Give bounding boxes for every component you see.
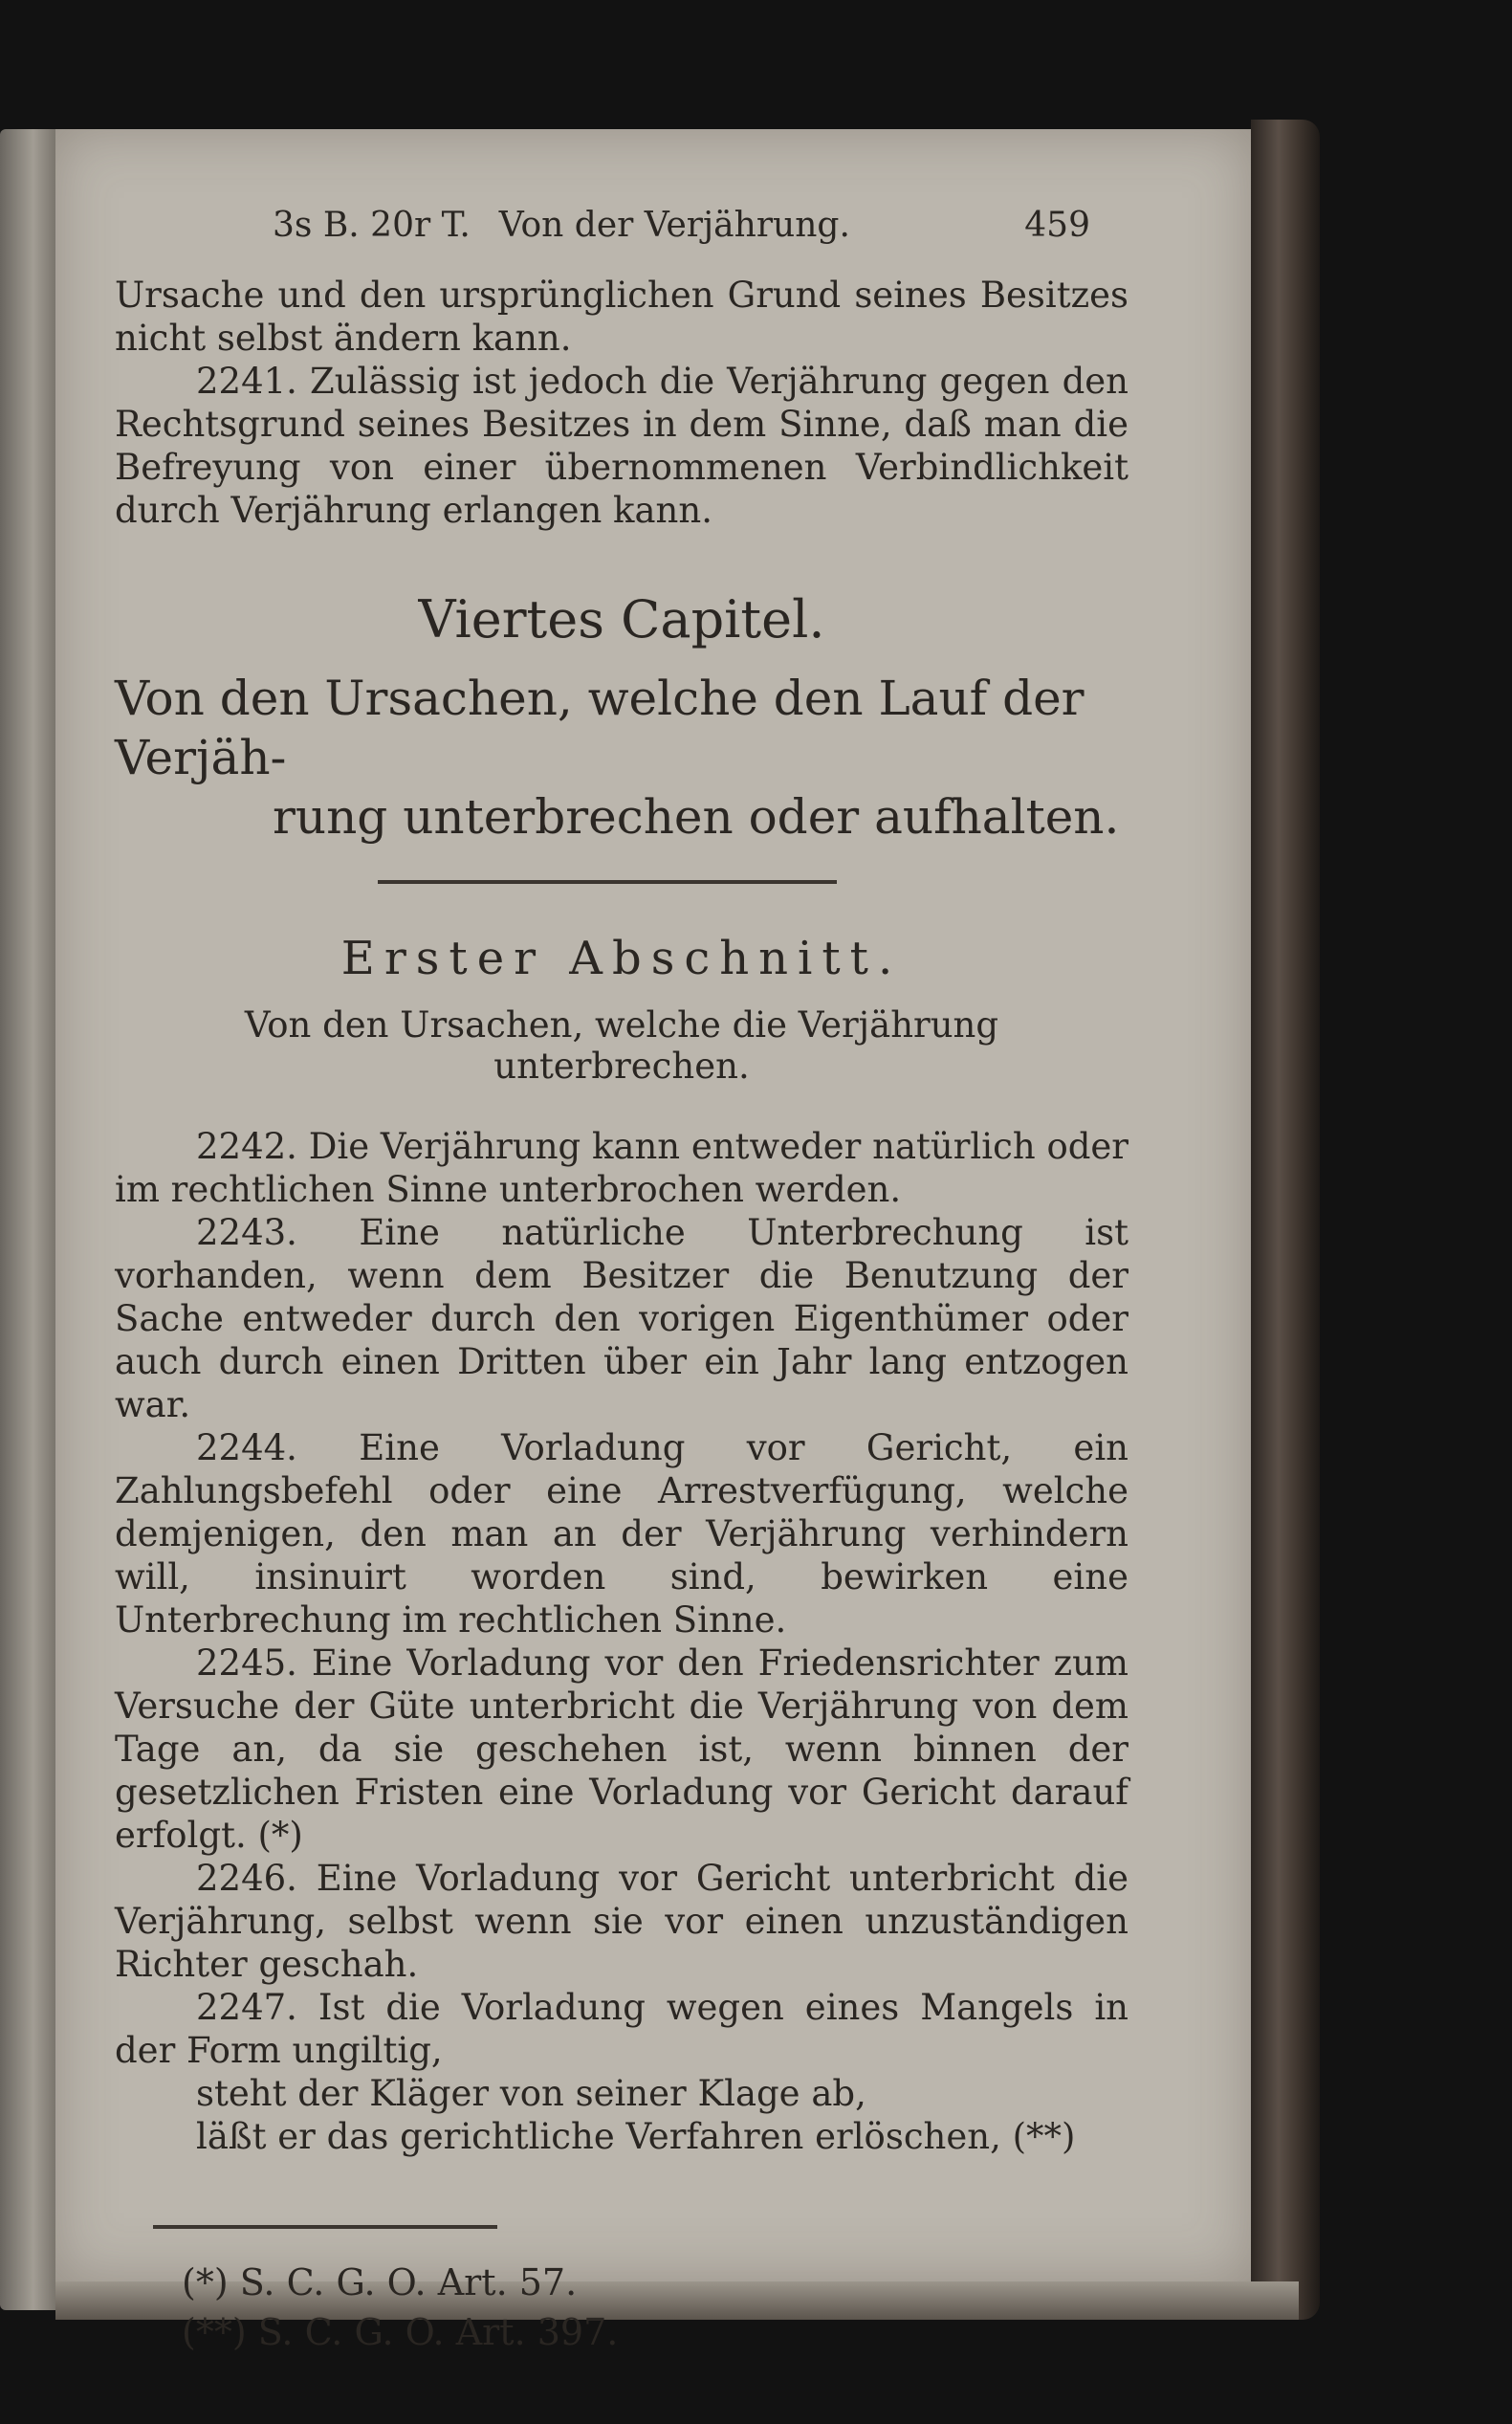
chapter-subtitle (115, 669, 1129, 847)
footnote-divider (153, 2225, 497, 2229)
chapter-subtitle-line2: rung unterbrechen oder aufhalten. (273, 789, 1120, 845)
paragraph-continuation: Ursache und den ursprünglichen Grund seines Besitzes nicht selbst ändern kann. (115, 275, 1129, 359)
article-2244: 2244. Eine Vorladung vor Gericht, ein Zahlungsbefehl oder eine Arrestverfügung, welche demjenigen, den man an der Verjährung verhindern will, insinuirt worden sind, bewirken eine Unterbrechung im rechtlichen Sinne. (115, 1427, 1129, 1641)
chapter-title: Viertes Capitel. (418, 589, 825, 650)
chapter-subtitle-line1: Von den Ursachen, welche den Lauf der Verjäh- (115, 671, 1085, 785)
section-subtitle: Von den Ursachen, welche die Verjährung unterbrechen. (244, 1004, 999, 1087)
article-2247-line3: läßt er das gerichtliche Verfahren erlöschen, (**) (196, 2116, 1076, 2157)
header-title: Von der Verjährung. (498, 206, 850, 245)
article-2243: 2243. Eine natürliche Unterbrechung ist vorhanden, wenn dem Besitzer die Benutzung der Sache entweder durch den vorigen Eigenthümer oder auch durch einen Dritten über ein Jahr lang entzogen war. (115, 1212, 1129, 1425)
book-cover-edge (1251, 120, 1320, 2320)
header-volume: 3s B. 20r T. (273, 206, 471, 245)
article-2247-line2: steht der Kläger von seiner Klage ab, (196, 2073, 866, 2114)
running-header (115, 206, 1129, 245)
page-content (115, 206, 1129, 2357)
article-2247: 2247. Ist die Vorladung wegen eines Mangels in der Form ungiltig, (115, 1987, 1129, 2071)
page-number: 459 (1024, 206, 1090, 245)
section-title: Erster Abschnitt. (340, 932, 903, 985)
footnote-1: (*) S. C. G. O. Art. 57. (182, 2261, 578, 2303)
article-2245: 2245. Eine Vorladung vor den Friedensrichter zum Versuche der Güte unterbricht die Verjährung von dem Tage an, da sie geschehen ist, wenn binnen der gesetzlichen Fristen eine Vorladung vor Gericht darauf erfolgt. (*) (115, 1642, 1129, 1856)
article-2241: 2241. Zulässig ist jedoch die Verjährung gegen den Rechtsgrund seines Besitzes in dem Sinne, daß man die Befreyung von einer übernommenen Verbindlichkeit durch Verjährung erlangen kann. (115, 361, 1129, 531)
article-2246: 2246. Eine Vorladung vor Gericht unterbricht die Verjährung, selbst wenn sie vor einen unzuständigen Richter geschah. (115, 1858, 1129, 1985)
footnote-2: (**) S. C. G. O. Art. 397. (182, 2311, 619, 2353)
article-2242: 2242. Die Verjährung kann entweder natürlich oder im rechtlichen Sinne unterbrochen werden. (115, 1126, 1129, 1210)
chapter-divider (378, 880, 837, 884)
previous-page-edge (0, 129, 55, 2310)
